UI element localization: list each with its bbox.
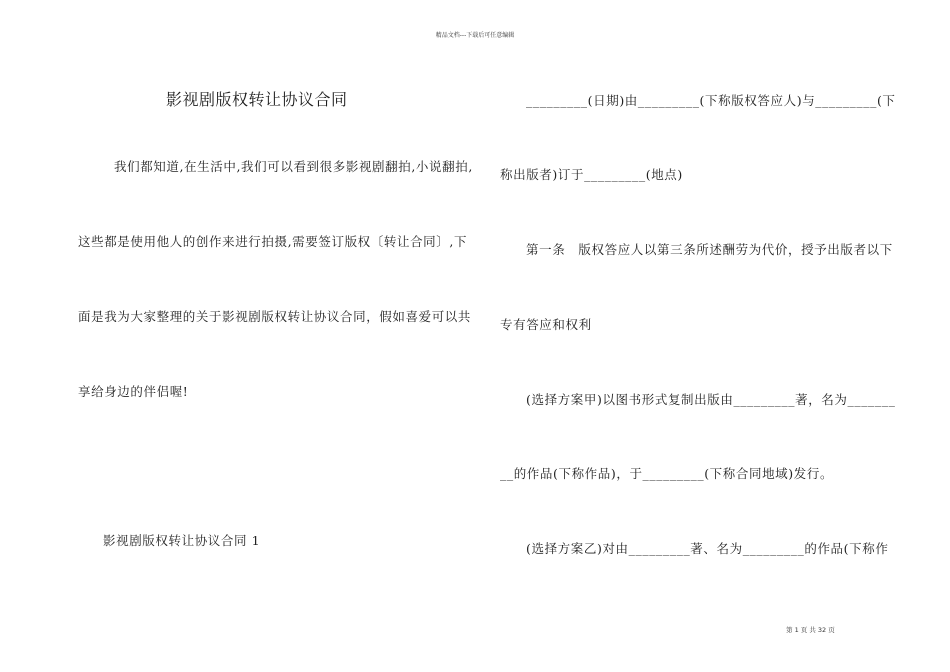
contract-line-4: 专有答应和权利: [500, 317, 592, 332]
header-note: 精品文档---下载后可任意编辑: [435, 32, 515, 39]
paragraph-line-1: 我们都知道,在生活中,我们可以看到很多影视剧翻拍,小说翻拍,: [114, 159, 473, 174]
contract-line-7: (选择方案乙)对由_________著、名为_________的作品(下称作: [526, 541, 889, 556]
contract-line-1: _________(日期)由_________(下称版权答应人)与_________(下: [526, 93, 896, 108]
paragraph-line-2: 这些都是使用他人的创作来进行拍摄,需要签订版权〔转让合同〕,下: [78, 234, 468, 249]
contract-line-2: 称出版者)订于_________(地点): [500, 167, 683, 182]
document-title: 影视剧版权转让协议合同: [166, 90, 348, 109]
paragraph-line-3: 面是我为大家整理的关于影视剧版权转让协议合同，假如喜爱可以共: [78, 309, 472, 324]
right-column: [500, 0, 896, 672]
contract-line-5: (选择方案甲)以图书形式复制出版由_________著，名为_______: [526, 392, 896, 407]
left-column: [78, 0, 473, 672]
page-number: 第 1 页 共 32 页: [786, 626, 835, 634]
contract-line-3: 第一条 版权答应人以第三条所述酬劳为代价，授予出版者以下: [526, 242, 893, 257]
contract-line-6: __的作品(下称作品)，于_________(下称合同地域)发行。: [500, 466, 834, 481]
paragraph-line-4: 享给身边的伴侣喔!: [78, 384, 189, 399]
section-subheading: 影视剧版权转让协议合同 1: [103, 533, 261, 548]
